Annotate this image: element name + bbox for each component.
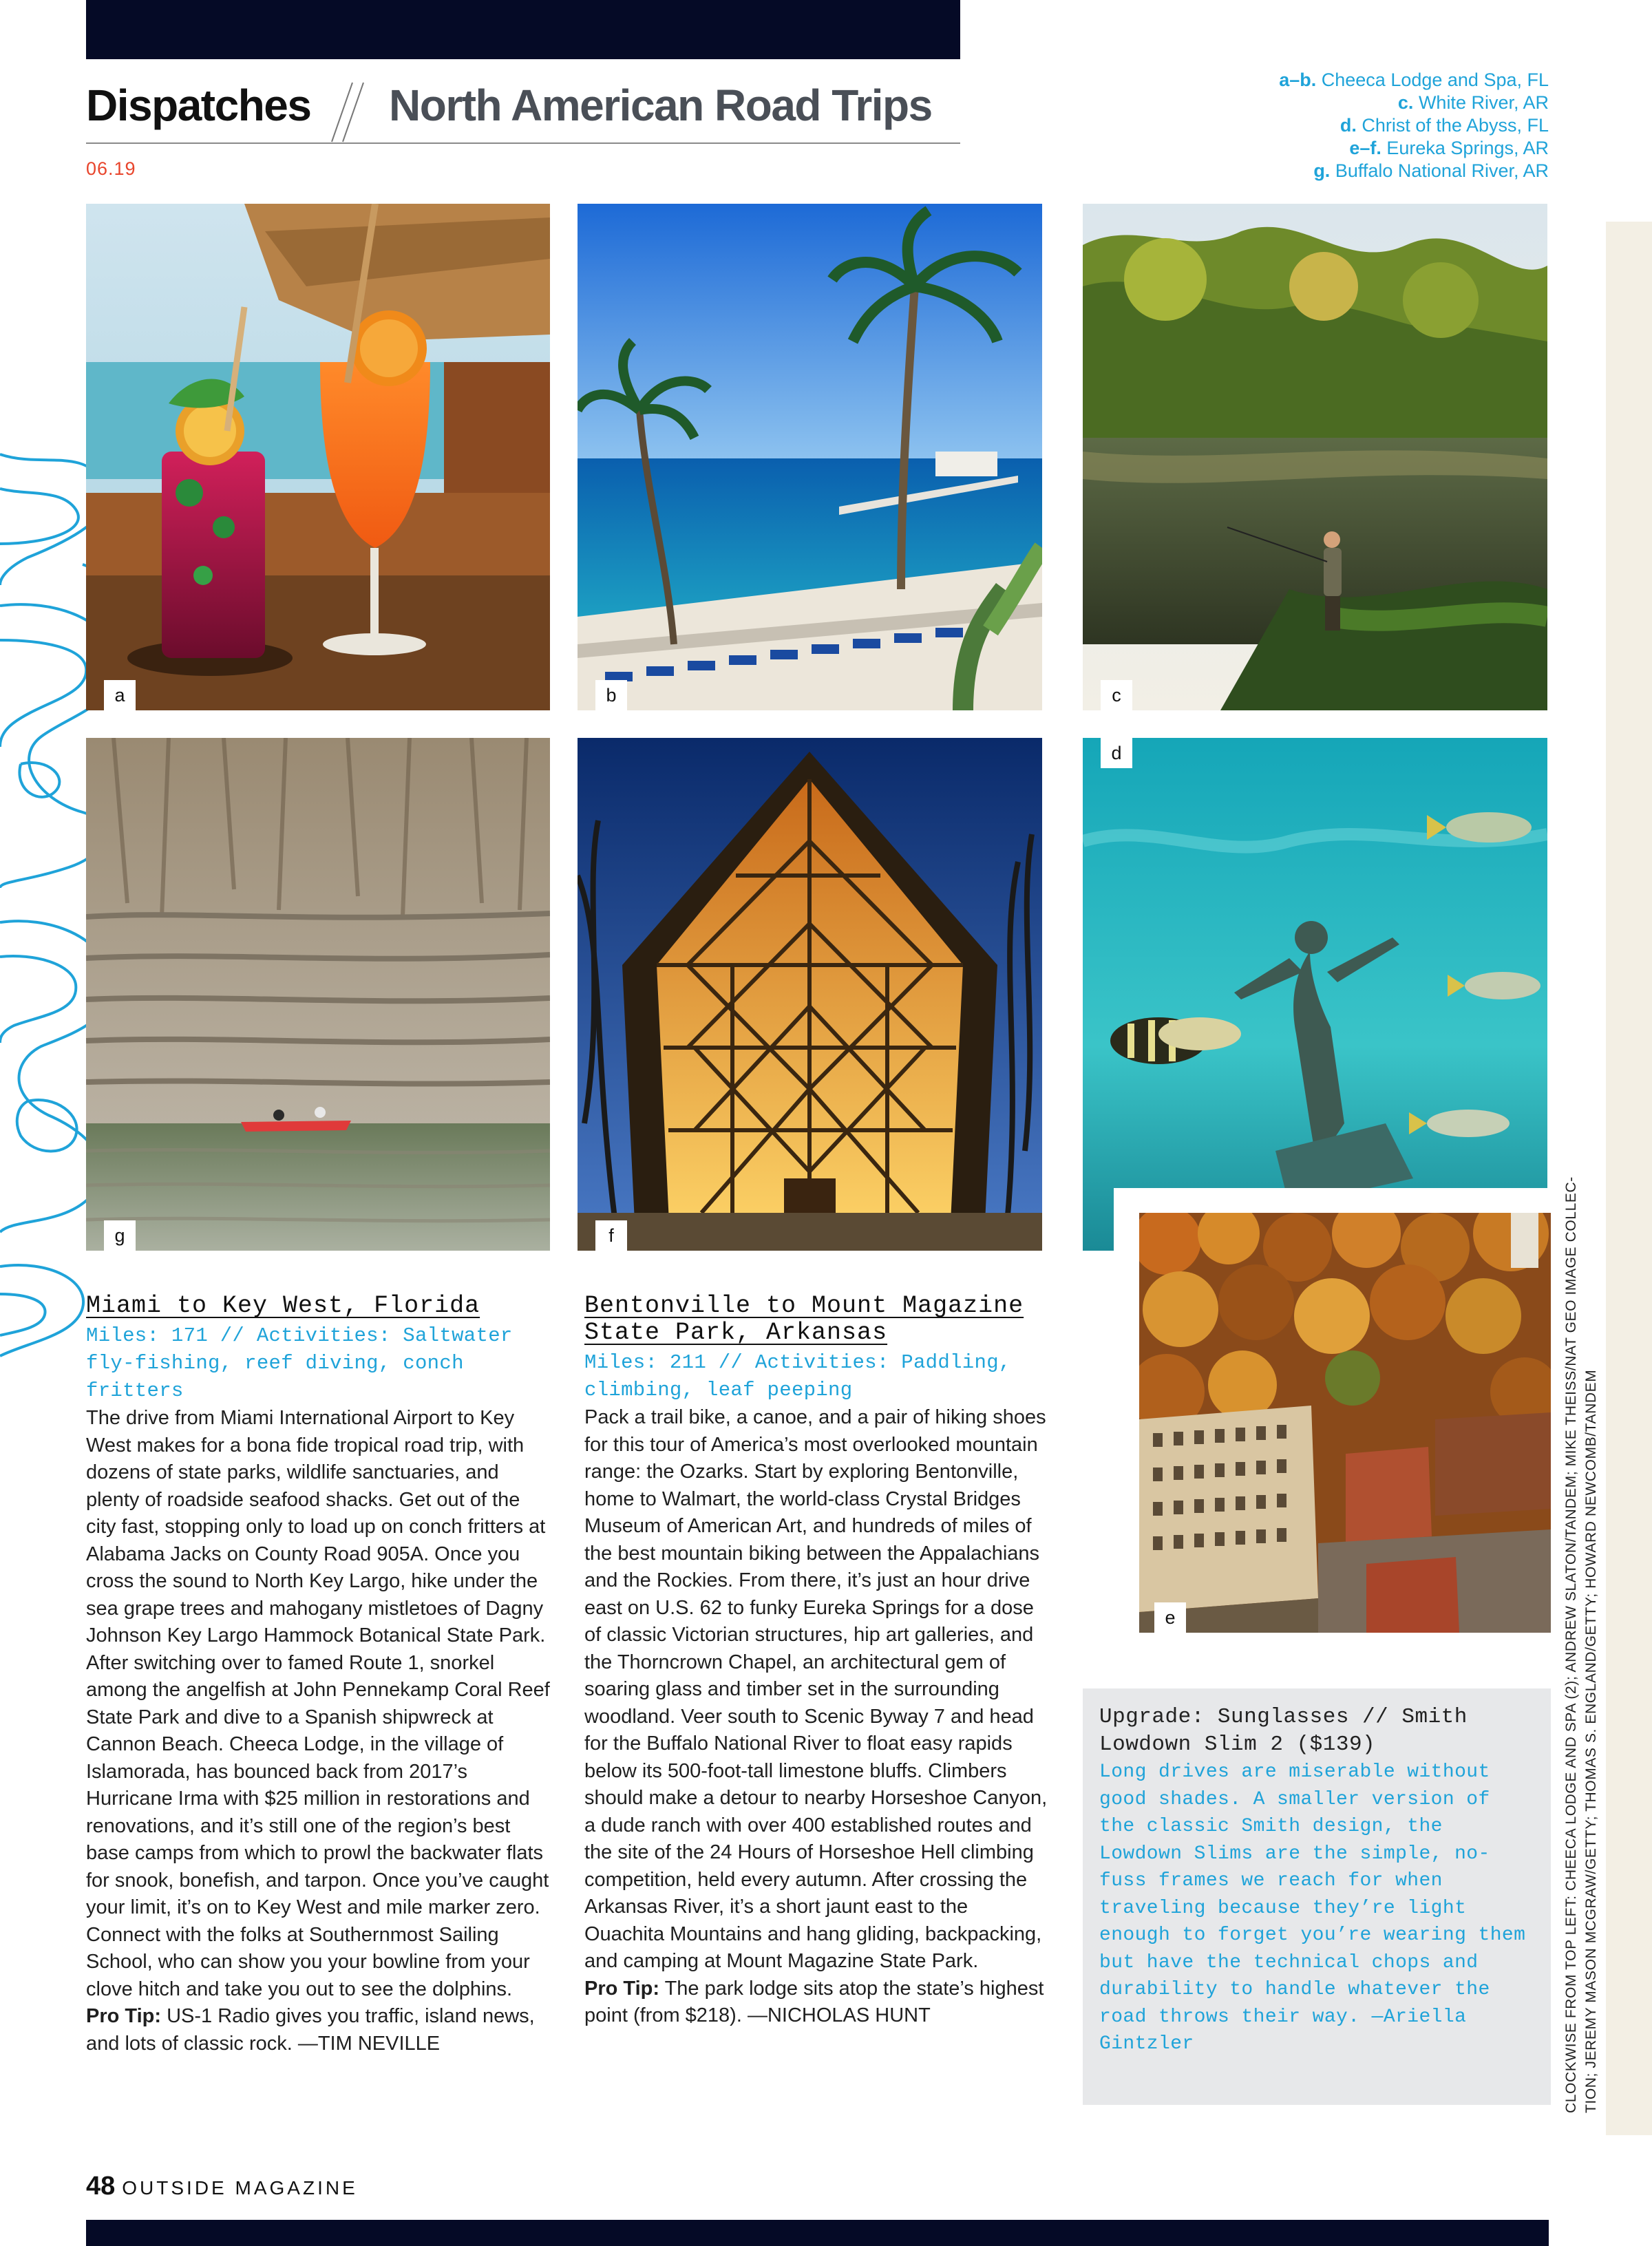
photo-key-item: a–b. Cheeca Lodge and Spa, FL bbox=[1279, 70, 1549, 90]
route-title: Bentonville to Mount Magazine State Park, Arkansas bbox=[584, 1292, 1024, 1346]
photo-c-white-river-fisherman bbox=[1083, 204, 1547, 710]
photo-label-g: g bbox=[104, 1220, 136, 1251]
photo-label-d: d bbox=[1101, 738, 1132, 768]
route-meta: Miles: 171 // Activities: Saltwater fly-fishing, reef diving, conch fritters bbox=[86, 1324, 513, 1402]
bottom-bar bbox=[86, 2220, 1549, 2246]
photo-label-b: b bbox=[595, 680, 627, 710]
upgrade-body: Long drives are miserable without good shades. A smaller version of the classic Smith design, the Lowdown Slims are the simple, no-fuss frames we reach for when traveling because they’re light enough to forget you’re wearing them but have the technical chops and durability to handle whatever the road throws their way. —Ariella Gintzler bbox=[1099, 1761, 1526, 2055]
route-meta: Miles: 211 // Activities: Paddling, climbing, leaf peeping bbox=[584, 1351, 1011, 1401]
photo-credit: CLOCKWISE FROM TOP LEFT: CHEECA LODGE AND SPA (2); ANDREW SLATON/TANDEM; MIKE THEISS/NAT GEO IMAGE COLLEC- TION; JEREMY MASON MCGRAW/GETTY; THOMAS S. ENGLAND/GETTY; HOWARD NEWCOMB/TANDEM bbox=[1563, 1176, 1599, 2113]
header-rule bbox=[86, 142, 960, 144]
photo-key-item: d. Christ of the Abyss, FL bbox=[1339, 115, 1549, 136]
photo-key-item: g. Buffalo National River, AR bbox=[1313, 160, 1549, 181]
side-strip bbox=[1606, 222, 1652, 2135]
upgrade-sidebar bbox=[1083, 1688, 1551, 2105]
double-slash-divider bbox=[324, 81, 372, 143]
body-text: Pack a trail bike, a canoe, and a pair of hiking shoes for this tour of America’s most overlooked mountain range: the Ozarks. Start by exploring Bentonville, home to Walmart, the world-class Crystal Bridges Museum of American Art, and hundreds of miles of the best mountain biking between the Appalachians and the Rockies. From there, it’s just an hour drive east on U.S. 62 to funky Eureka Springs for a dose of classic Victorian structures, hip art galleries, and the Thorncrown Chapel, an architectural gem of soaring glass and timber set in the surrounding woodland. Veer south to Scenic Byway 7 and head for the Buffalo National River to float easy rapids below its 500-foot-tall limestone bluffs. Climbers should make a detour to nearby Horseshoe Canyon, a dude ranch with over 400 established routes and the site of the 24 Hours of Horseshoe Hell climbing competition, held every autumn. After crossing the Arkansas River, it’s a short jaunt east to the Ouachita Mountains and hang gliding, backpacking, and camping at Mount Magazine State Park. bbox=[584, 1406, 1048, 1972]
pro-tip bbox=[584, 1975, 1052, 2030]
section-name: Dispatches bbox=[86, 81, 311, 130]
article-body bbox=[584, 1404, 1052, 2030]
photo-a-tropical-cocktails bbox=[86, 204, 550, 710]
photo-key-item: c. White River, AR bbox=[1397, 92, 1549, 113]
article-body bbox=[86, 1405, 554, 2057]
folio bbox=[86, 2172, 358, 2201]
magazine-name: OUTSIDE MAGAZINE bbox=[122, 2177, 358, 2199]
photo-label-a: a bbox=[104, 680, 136, 710]
photo-d-christ-of-the-abyss bbox=[1083, 738, 1547, 1251]
photo-key bbox=[1279, 69, 1549, 182]
page-title: North American Road Trips bbox=[389, 81, 932, 130]
photo-label-f: f bbox=[595, 1220, 627, 1251]
pro-tip-text: US-1 Radio gives you traffic, island news, and lots of classic rock. —TIM NEVILLE bbox=[86, 2005, 535, 2055]
route-title: Miami to Key West, Florida bbox=[86, 1292, 480, 1320]
photo-f-thorncrown-chapel bbox=[578, 738, 1042, 1251]
pro-tip-text: The park lodge sits atop the state’s highest point (from $218). —NICHOLAS HUNT bbox=[584, 1977, 1044, 2026]
issue-date: 06.19 bbox=[86, 158, 136, 179]
trip-miami-key-west bbox=[86, 1293, 554, 2057]
trip-bentonville-mount-magazine bbox=[584, 1293, 1052, 2030]
photo-e-eureka-springs bbox=[1139, 1213, 1551, 1633]
page-number: 48 bbox=[86, 2172, 116, 2201]
photo-key-item: e–f. Eureka Springs, AR bbox=[1349, 138, 1549, 158]
body-text: The drive from Miami International Airport to Key West makes for a bona fide tropical road trip, with dozens of state parks, wildlife sanctuaries, and plenty of roadside seafood shacks. Get out of the city fast, stopping only to load up on conch fritters at Alabama Jacks on County Road 905A. Once you cross the sound to North Key Largo, hike under the sea grape trees and mahogany mistletoes of Dagny Johnson Key Largo Hammock Botanical State Park. After switching over to famed Route 1, snorkel among the angelfish at John Pennekamp Coral Reef State Park and dive to a Spanish shipwreck at Cannon Beach. Cheeca Lodge, in the village of Islamorada, has bounced back from 2017’s Hurricane Irma with $25 million in restorations and renovations, and it’s still one of the region’s best base camps from which to prowl the backwater flats for snook, bonefish, and tarpon. Once you’ve caught your limit, it’s on to Key West and mile marker zero. Connect with the folks at Southernmost Sailing School, who can show you your bowline from your clove hitch and take you out to see the dolphins. bbox=[86, 1407, 550, 2000]
photo-g-buffalo-river-bluffs bbox=[86, 738, 550, 1251]
pro-tip-label: Pro Tip: bbox=[584, 1977, 660, 2000]
photo-label-e: e bbox=[1154, 1602, 1186, 1633]
photo-label-c: c bbox=[1101, 680, 1132, 710]
pro-tip-label: Pro Tip: bbox=[86, 2005, 162, 2027]
upgrade-title: Upgrade: Sunglasses // Smith Lowdown Slim 2 ($139) bbox=[1099, 1705, 1468, 1757]
top-bar bbox=[86, 0, 960, 59]
pro-tip bbox=[86, 2003, 554, 2057]
photo-b-pier-palms bbox=[578, 204, 1042, 710]
